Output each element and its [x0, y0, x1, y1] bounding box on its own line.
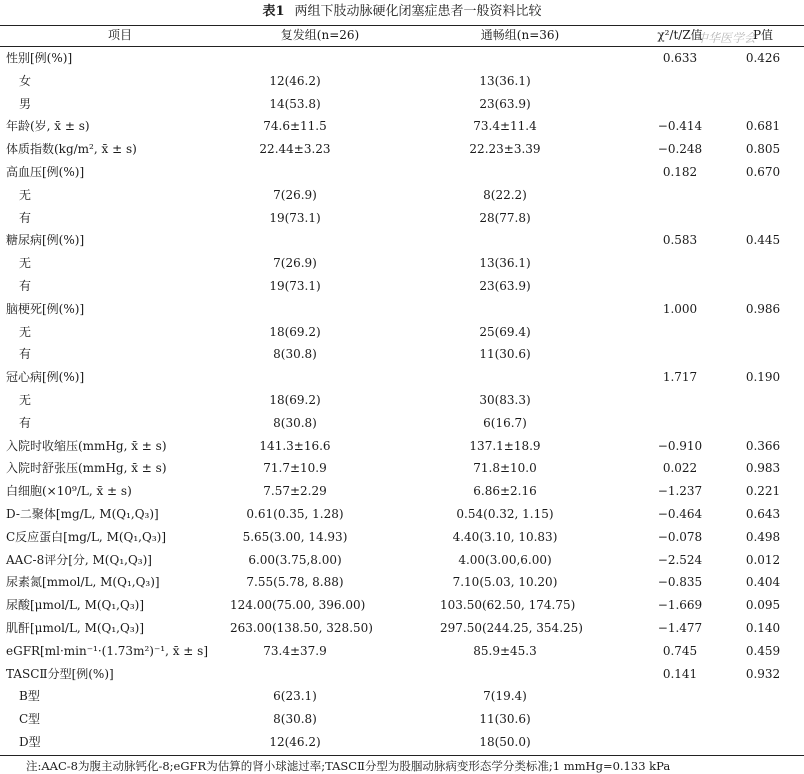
row-label: 有	[19, 347, 32, 362]
stat-value: −0.464	[657, 507, 703, 521]
row-label: 肌酐[μmol/L, M(Q₁,Q₃)]	[6, 621, 145, 635]
bottom-rule	[0, 755, 804, 756]
row-label: C型	[19, 712, 41, 727]
table-row	[0, 571, 804, 593]
relapse-value: 141.3±16.6	[259, 438, 331, 453]
stat-value: −1.669	[657, 598, 703, 613]
row-label: 体质指数(kg/m², x̄ ± s)	[6, 142, 137, 157]
patent-value: 18(50.0)	[479, 735, 531, 749]
row-label: TASCⅡ分型[例(%)]	[6, 666, 114, 681]
header-row	[0, 24, 804, 46]
patent-value: 25(69.4)	[479, 324, 531, 339]
row-label: 年龄(岁, x̄ ± s)	[6, 119, 90, 134]
p-value: 0.459	[745, 643, 781, 658]
patent-value: 85.9±45.3	[473, 643, 537, 658]
row-label: 入院时舒张压(mmHg, x̄ ± s)	[6, 461, 167, 476]
relapse-value: 14(53.8)	[269, 96, 321, 111]
patent-value: 137.1±18.9	[469, 438, 541, 453]
p-value: 0.095	[745, 598, 781, 613]
patent-value: 11(30.6)	[479, 712, 531, 727]
row-label: 无	[19, 324, 32, 339]
relapse-value: 5.65(3.00, 14.93)	[242, 529, 348, 544]
table-row	[0, 275, 804, 297]
patent-value: 297.50(244.25, 354.25)	[440, 621, 583, 635]
stat-value: −0.414	[657, 119, 703, 134]
p-value: 0.012	[745, 552, 781, 567]
table-row	[0, 594, 804, 616]
table-row	[0, 161, 804, 183]
p-value: 0.221	[745, 484, 781, 499]
stat-value: −0.078	[657, 529, 703, 544]
stat-value: −0.248	[657, 142, 703, 157]
p-value: 0.404	[745, 575, 781, 590]
stat-value: −1.477	[657, 621, 703, 635]
relapse-value: 6(23.1)	[273, 689, 317, 704]
patent-value: 23(63.9)	[479, 279, 531, 293]
table-row	[0, 435, 804, 457]
table-row	[0, 343, 804, 365]
relapse-value: 71.7±10.9	[263, 461, 327, 476]
row-label: 性别[例(%)]	[6, 51, 73, 65]
table-row	[0, 685, 804, 707]
table-row	[0, 47, 804, 69]
table-row	[0, 70, 804, 92]
row-label: 男	[19, 96, 32, 111]
table-row	[0, 321, 804, 343]
table-row	[0, 640, 804, 662]
relapse-value: 7.57±2.29	[263, 484, 327, 499]
row-label: 白细胞(×10⁹/L, x̄ ± s)	[6, 484, 132, 499]
row-label: 糖尿病[例(%)]	[6, 233, 85, 248]
relapse-value: 19(73.1)	[269, 279, 321, 293]
p-value: 0.498	[745, 529, 781, 544]
patent-value: 30(83.3)	[479, 393, 531, 407]
p-value: 0.445	[745, 233, 781, 248]
table-row	[0, 708, 804, 730]
patent-value: 4.00(3.00,6.00)	[458, 552, 552, 567]
relapse-value: 7(26.9)	[273, 187, 317, 202]
patent-value: 103.50(62.50, 174.75)	[440, 598, 576, 613]
patent-value: 0.54(0.32, 1.15)	[456, 507, 554, 521]
row-label: 有	[19, 210, 32, 225]
row-label: 入院时收缩压(mmHg, x̄ ± s)	[6, 438, 167, 453]
patent-value: 8(22.2)	[483, 187, 527, 202]
relapse-value: 8(30.8)	[273, 415, 317, 430]
row-label: D型	[19, 735, 41, 749]
table-row	[0, 457, 804, 479]
relapse-value: 8(30.8)	[273, 347, 317, 362]
patent-value: 7.10(5.03, 10.20)	[452, 575, 558, 590]
row-label: eGFR[ml·min⁻¹·(1.73m²)⁻¹, x̄ ± s]	[6, 643, 209, 658]
p-value: 0.681	[745, 119, 781, 134]
stat-value: 0.141	[662, 666, 698, 681]
patent-value: 4.40(3.10, 10.83)	[452, 529, 558, 544]
patent-value: 6(16.7)	[483, 415, 527, 430]
table-row	[0, 663, 804, 685]
stat-value: 0.182	[662, 165, 698, 179]
row-label: D-二聚体[mg/L, M(Q₁,Q₃)]	[6, 507, 159, 521]
relapse-value: 263.00(138.50, 328.50)	[230, 621, 373, 635]
row-label: C反应蛋白[mg/L, M(Q₁,Q₃)]	[6, 529, 167, 544]
header-relapse: 复发组(n=26)	[280, 28, 360, 42]
table-row	[0, 298, 804, 320]
table-row	[0, 184, 804, 206]
table-row	[0, 93, 804, 115]
relapse-value: 124.00(75.00, 396.00)	[230, 598, 366, 613]
header-patent: 通畅组(n=36)	[480, 28, 560, 42]
table-row	[0, 138, 804, 160]
p-value: 0.986	[745, 301, 781, 316]
patent-value: 13(36.1)	[479, 256, 531, 271]
patent-value: 23(63.9)	[479, 96, 531, 111]
header-item: 项目	[107, 28, 132, 42]
stat-value: 1.717	[662, 370, 698, 385]
patent-value: 71.8±10.0	[473, 461, 537, 476]
patent-value: 7(19.4)	[483, 689, 527, 704]
p-value: 0.140	[745, 621, 781, 635]
row-label: 无	[19, 393, 32, 407]
row-label: 无	[19, 256, 32, 271]
row-label: 有	[19, 415, 32, 430]
stat-value: −0.835	[657, 575, 703, 590]
relapse-value: 73.4±37.9	[263, 643, 327, 658]
patent-value: 11(30.6)	[479, 347, 531, 362]
patent-value: 6.86±2.16	[473, 484, 537, 499]
row-label: 尿素氮[mmol/L, M(Q₁,Q₃)]	[6, 575, 160, 590]
relapse-value: 12(46.2)	[269, 73, 321, 88]
relapse-value: 7(26.9)	[273, 256, 317, 271]
patent-value: 13(36.1)	[479, 73, 531, 88]
row-label: 无	[19, 187, 32, 202]
row-label: 冠心病[例(%)]	[6, 370, 85, 385]
table-row	[0, 229, 804, 251]
row-label: B型	[19, 689, 40, 704]
table-caption	[0, 0, 804, 24]
p-value: 0.643	[745, 507, 781, 521]
table-row	[0, 526, 804, 548]
table-row	[0, 389, 804, 411]
relapse-value: 22.44±3.23	[259, 142, 331, 157]
relapse-value: 12(46.2)	[269, 735, 321, 749]
table-row	[0, 480, 804, 502]
row-label: 尿酸[μmol/L, M(Q₁,Q₃)]	[6, 598, 145, 613]
table-row	[0, 252, 804, 274]
stat-value: −1.237	[657, 484, 703, 499]
table-number: 表1	[262, 4, 285, 19]
stat-value: 0.633	[662, 51, 698, 65]
patent-value: 73.4±11.4	[473, 119, 537, 134]
row-label: AAC-8评分[分, M(Q₁,Q₃)]	[6, 552, 152, 567]
table-row	[0, 207, 804, 229]
stat-value: 1.000	[662, 301, 698, 316]
table-row	[0, 412, 804, 434]
row-label: 高血压[例(%)]	[6, 165, 85, 179]
p-value: 0.805	[745, 142, 781, 157]
relapse-value: 8(30.8)	[273, 712, 317, 727]
stat-value: 0.583	[662, 233, 698, 248]
header-p: P值	[752, 28, 774, 42]
patent-value: 28(77.8)	[479, 210, 531, 225]
row-label: 有	[19, 279, 32, 293]
p-value: 0.983	[745, 461, 781, 476]
p-value: 0.932	[745, 666, 781, 681]
table-row	[0, 731, 804, 753]
p-value: 0.670	[745, 165, 781, 179]
stat-value: −2.524	[657, 552, 703, 567]
row-label: 脑梗死[例(%)]	[6, 301, 85, 316]
relapse-value: 74.6±11.5	[263, 119, 327, 134]
stat-value: 0.745	[662, 643, 698, 658]
header-stat: χ²/t/Z值	[657, 28, 703, 42]
table-row	[0, 366, 804, 388]
row-label: 女	[19, 73, 32, 88]
table-note: 注:AAC-8为腹主动脉钙化-8;eGFR为估算的肾小球滤过率;TASCⅡ分型为股腘动脉病变形态学分类标准;1 mmHg=0.133 kPa	[26, 759, 671, 773]
p-value: 0.190	[745, 370, 781, 385]
relapse-value: 19(73.1)	[269, 210, 321, 225]
patent-value: 22.23±3.39	[469, 142, 541, 157]
stat-value: −0.910	[657, 438, 703, 453]
watermark: 中华医学会	[696, 31, 757, 45]
relapse-value: 18(69.2)	[269, 393, 321, 407]
stat-value: 0.022	[662, 461, 698, 476]
table-row	[0, 115, 804, 137]
p-value: 0.366	[745, 438, 781, 453]
table-row	[0, 503, 804, 525]
table-row	[0, 549, 804, 571]
table-title: 两组下肢动脉硬化闭塞症患者一般资料比较	[294, 4, 542, 19]
relapse-value: 7.55(5.78, 8.88)	[246, 575, 344, 590]
table-row	[0, 617, 804, 639]
relapse-value: 0.61(0.35, 1.28)	[246, 507, 344, 521]
p-value: 0.426	[745, 51, 781, 65]
relapse-value: 6.00(3.75,8.00)	[248, 552, 342, 567]
relapse-value: 18(69.2)	[269, 324, 321, 339]
